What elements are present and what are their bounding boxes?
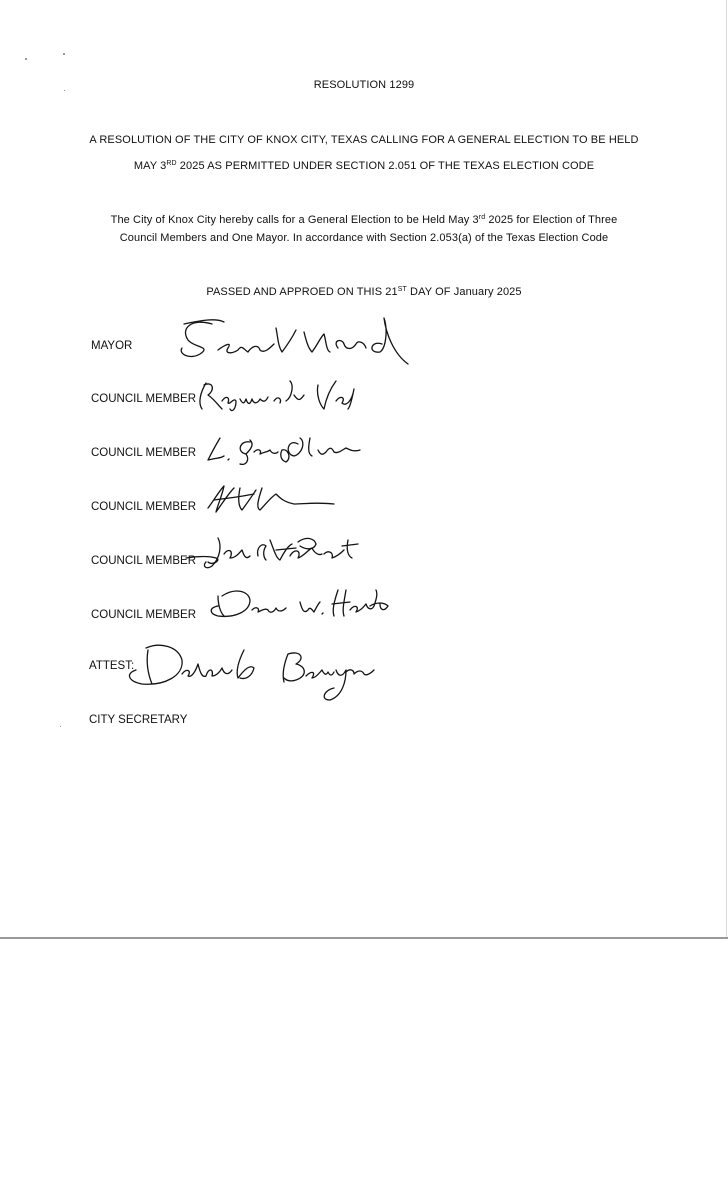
council-member-label: COUNCIL MEMBER [91, 501, 196, 513]
council-member-signature [202, 428, 362, 468]
council-member-label: COUNCIL MEMBER [91, 609, 196, 621]
attest-signature [120, 640, 380, 710]
scan-speck [60, 726, 61, 727]
heading-line-2: MAY 3RD 2025 AS PERMITTED UNDER SECTION 2.051 OF THE TEXAS ELECTION CODE [133, 160, 595, 172]
attest-label: ATTEST: [89, 660, 135, 672]
mayor-label: MAYOR [91, 340, 133, 352]
page-edge [726, 0, 727, 938]
passed-line: PASSED AND APPROED ON THIS 21ST DAY OF January 2025 [206, 286, 522, 298]
resolution-title: RESOLUTION 1299 [313, 79, 415, 91]
scan-speck [63, 53, 65, 55]
mayor-signature [172, 310, 412, 370]
council-member-signature [204, 482, 344, 518]
body-line-2: Council Members and One Mayor. In accordance with Section 2.053(a) of the Texas Election Code [119, 232, 609, 244]
scan-speck [25, 58, 27, 60]
council-member-label: COUNCIL MEMBER [91, 555, 196, 567]
city-secretary-label: CITY SECRETARY [89, 714, 188, 726]
body-line-1: The City of Knox City hereby calls for a General Election to be Held May 3rd 2025 for Election of Three [110, 214, 618, 226]
page-edge [0, 937, 728, 939]
council-member-signature [196, 375, 356, 415]
council-member-label: COUNCIL MEMBER [91, 447, 196, 459]
council-member-label: COUNCIL MEMBER [91, 393, 196, 405]
heading-line-1: A RESOLUTION OF THE CITY OF KNOX CITY, TEXAS CALLING FOR A GENERAL ELECTION TO BE HELD [89, 134, 639, 146]
council-member-signature [204, 584, 394, 628]
council-member-signature [182, 532, 362, 576]
